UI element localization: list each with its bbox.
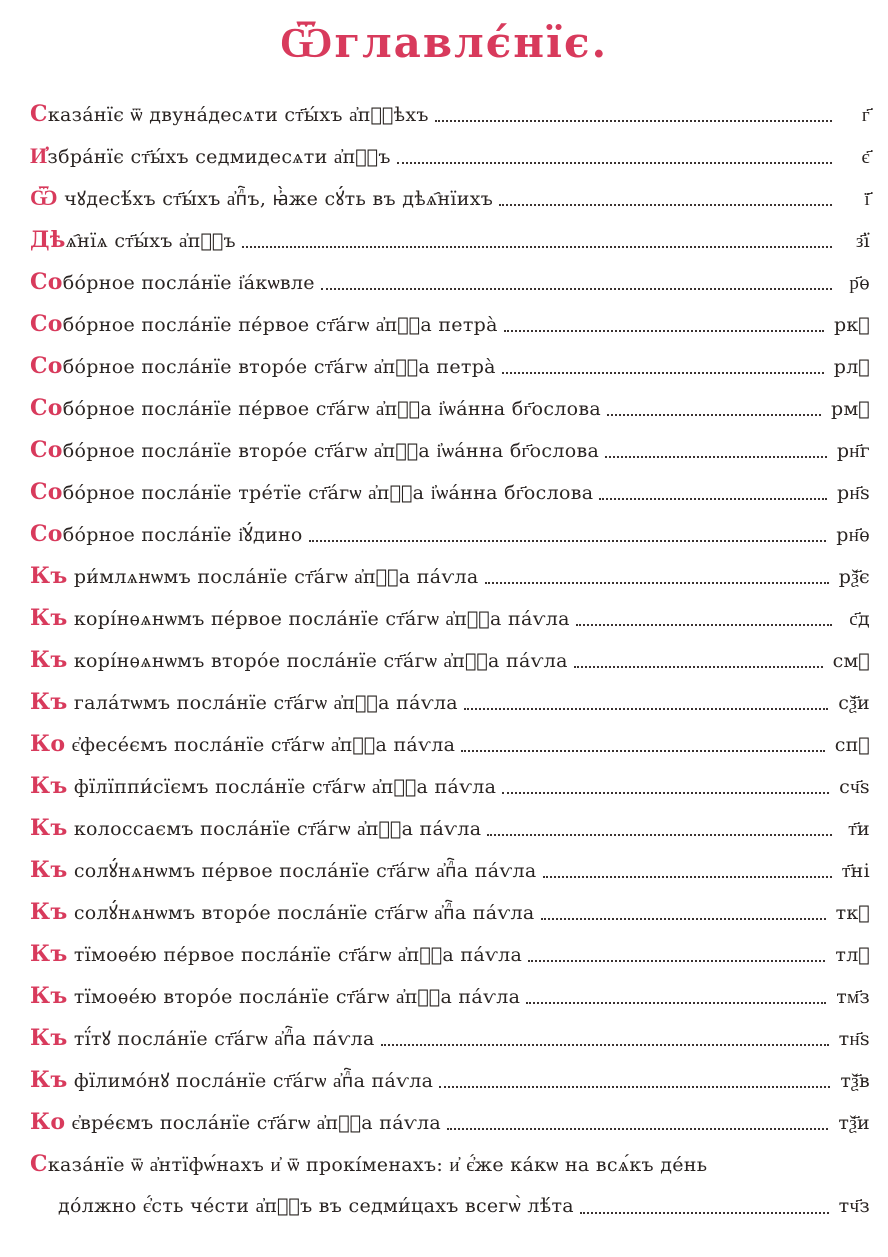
page-number: рн҃ѕ (837, 482, 870, 504)
dot-leader (242, 245, 832, 248)
entry-title-rest: чꙋдесѣ́хъ ст҃ы́хъ а҆пⷧ҇ъ, ꙗ҆̀же сꙋ́ть въ дѣѧ҄нїихъ (57, 188, 494, 210)
toc-entry-multiline-first (30, 1143, 870, 1185)
red-initial: Дѣ (30, 227, 66, 253)
page-number: тн҃ѕ (838, 1028, 870, 1050)
entry-title-rest: фїлїппи́сїємъ посла́нїе ст҃а́гѡ а҆пⷧ҇а па́ѵла (67, 776, 497, 798)
entry-title (30, 1101, 441, 1144)
page-number: рн҃ѳ (836, 524, 870, 546)
entry-title (30, 975, 520, 1018)
dot-leader (461, 749, 824, 752)
page-number: смⷡ (832, 650, 870, 672)
toc-entry (30, 345, 870, 387)
dot-leader (605, 455, 827, 458)
red-initial: Со (30, 311, 63, 337)
dot-leader (528, 959, 825, 962)
red-initial: Къ (30, 773, 68, 799)
entry-title-rest: бо́рное посла́нїе і҆а́кѡвле (62, 272, 315, 294)
page-number: сѯ҃и (838, 692, 870, 714)
entry-title (30, 387, 601, 430)
page-number: тѯ҃в (840, 1070, 870, 1092)
dot-leader (321, 287, 832, 290)
toc-entry (30, 639, 870, 681)
entry-title-rest: бо́рное посла́нїе пе́рвое ст҃а́гѡ а҆пⷧ҇а і҆ѡа́нна бг҃ослова (62, 398, 602, 420)
page-number: с҃д (849, 608, 870, 630)
entry-title-rest: тїмоѳе́ю пе́рвое посла́нїе ст҃а́гѡ а҆пⷧ҇а па́ѵла (67, 944, 523, 966)
red-initial: Ѿ (30, 185, 58, 211)
entry-title-rest: каза́нїе ѿ а҆нтїфѡ́нахъ и҆ ѿ прокі́менахъ: и҆ є҆́же ка́кѡ на всѧ́къ де́нь (47, 1154, 708, 1176)
entry-title (30, 807, 481, 850)
entry-title (30, 555, 479, 598)
entry-title-rest: є҆фесе́ємъ посла́нїе ст҃а́гѡ а҆пⷧ҇а па́ѵла (65, 734, 456, 756)
entry-title (30, 765, 496, 808)
page-number: г҃ (861, 104, 870, 126)
entry-title-rest: каза́нїє ѿ двуна́десѧти ст҃ы́хъ а҆пⷧ҇ѣхъ (47, 104, 429, 126)
page-number: спⷡ (834, 734, 870, 756)
toc-entry (30, 135, 870, 177)
toc-entry (30, 723, 870, 765)
entry-title-rest: бо́рное посла́нїе і҆ꙋ́дино (62, 524, 303, 546)
dot-leader (574, 665, 823, 668)
dot-leader (485, 581, 829, 584)
toc-entry-multiline-second (30, 1185, 870, 1227)
entry-title (30, 597, 570, 640)
toc-entry (30, 765, 870, 807)
page-number: ркⷶ (833, 314, 870, 336)
entry-title-rest: тї́тꙋ посла́нїе ст҃а́гѡ а҆пⷧ҇а па́ѵла (67, 1028, 375, 1050)
entry-title (30, 639, 568, 682)
entry-title-rest: фїлимо́нꙋ посла́нїе ст҃а́гѡ а҆пⷧ҇а па́ѵла (67, 1070, 434, 1092)
entry-title-rest: ѧ҄нїѧ ст҃ы́хъ а҆пⷧ҇ъ (65, 230, 236, 252)
page-number: тч҃з (838, 1195, 870, 1217)
entry-title (30, 93, 429, 136)
entry-title-rest: корі́нѳѧнѡмъ второ́е посла́нїе ст҃а́гѡ а҆пⷧ҇а па́ѵла (67, 650, 568, 672)
dot-leader (381, 1043, 829, 1046)
dot-leader (502, 371, 824, 374)
toc-entry (30, 555, 870, 597)
entry-title (30, 1017, 375, 1060)
red-initial: Къ (30, 1025, 68, 1051)
entry-title-rest: бо́рное посла́нїе пе́рвое ст҃а́гѡ а҆пⷧ҇а петра̀ (62, 314, 498, 336)
red-initial: Къ (30, 563, 68, 589)
entry-title-rest: солꙋ́нѧнѡмъ второ́е посла́нїе ст҃а́гѡ а҆пⷧ҇а па́ѵла (67, 902, 535, 924)
toc-entry (30, 1059, 870, 1101)
table-of-contents (30, 93, 870, 1227)
toc-entry (30, 891, 870, 933)
page-number: тлⷷ (835, 944, 870, 966)
page-number: тѯ҃и (838, 1112, 870, 1134)
red-initial: Къ (30, 815, 68, 841)
entry-title (30, 513, 303, 556)
red-initial: Къ (30, 1067, 68, 1093)
page-number: рн҃г (836, 440, 870, 462)
entry-title (30, 891, 535, 934)
entry-title (30, 219, 236, 262)
entry-title (30, 681, 458, 724)
toc-entry (30, 681, 870, 723)
red-initial: Къ (30, 605, 68, 631)
page-number: ткⷰ (835, 902, 870, 924)
dot-leader (464, 707, 828, 710)
dot-leader (397, 161, 832, 164)
dot-leader (499, 203, 832, 206)
dot-leader (435, 119, 832, 122)
toc-entry (30, 513, 870, 555)
dot-leader (541, 917, 826, 920)
red-initial: Со (30, 479, 63, 505)
toc-entry (30, 597, 870, 639)
dot-leader (309, 539, 827, 542)
page-number: т҃ні (842, 860, 870, 882)
toc-entry (30, 303, 870, 345)
entry-title-continued: до́лжно є҆́сть че́сти а҆пⷧ҇ъ въ седми́цахъ всегѡ̀ лѣ́та (58, 1195, 574, 1217)
red-initial: Со (30, 395, 63, 421)
entry-title (30, 177, 493, 220)
page-number: р҃ѳ (849, 272, 870, 294)
red-initial: Къ (30, 689, 68, 715)
toc-entry (30, 933, 870, 975)
entry-title-rest: корі́нѳѧнѡмъ пе́рвое посла́нїе ст҃а́гѡ а҆пⷧ҇а па́ѵла (67, 608, 570, 630)
entry-title-rest: бо́рное посла́нїе второ́е ст҃а́гѡ а҆пⷧ҇а і҆ѡа́нна бг҃ослова (62, 440, 600, 462)
toc-entry (30, 429, 870, 471)
page-number: рмⷶ (831, 398, 870, 420)
red-initial: Къ (30, 899, 68, 925)
red-initial: Ко (30, 731, 66, 757)
toc-entry (30, 1017, 870, 1059)
toc-entry (30, 471, 870, 513)
page-title: Ѿглавлє́нїє. (279, 18, 609, 67)
red-initial: С (30, 101, 48, 127)
toc-entry (30, 219, 870, 261)
dot-leader (599, 497, 827, 500)
entry-title-rest: є҆вре́ємъ посла́нїе ст҃а́гѡ а҆пⷧ҇а па́ѵла (65, 1112, 442, 1134)
entry-title (30, 261, 315, 304)
entry-title-rest: бо́рное посла́нїе второ́е ст҃а́гѡ а҆пⷧ҇а петра̀ (62, 356, 496, 378)
page-number: є҃ (861, 146, 870, 168)
page-number: рлⷡ (833, 356, 870, 378)
entry-title-rest: бо́рное посла́нїе тре́тїе ст҃а́гѡ а҆пⷧ҇а і҆ѡа́нна бг҃ослова (62, 482, 594, 504)
page-number: сч҃ѕ (839, 776, 870, 798)
red-initial: Со (30, 353, 63, 379)
dot-leader (526, 1001, 826, 1004)
entry-title-rest: гала́тѡмъ посла́нїе ст҃а́гѡ а҆пⷧ҇а па́ѵла (67, 692, 458, 714)
red-initial: Со (30, 521, 63, 547)
toc-entry (30, 807, 870, 849)
dot-leader (504, 329, 824, 332)
toc-entry (30, 177, 870, 219)
page-number: рѯ҃є (838, 566, 870, 588)
red-initial: Со (30, 437, 63, 463)
red-initial: С (30, 1151, 48, 1177)
entry-title-rest: збра́нїє ст҃ы́хъ седмидесѧти а҆пⷧ҇ъ (47, 146, 391, 168)
entry-title (30, 303, 498, 346)
dot-leader (580, 1211, 829, 1214)
dot-leader (447, 1127, 828, 1130)
red-initial: Ко (30, 1109, 66, 1135)
dot-leader (607, 413, 821, 416)
red-initial: Со (30, 269, 63, 295)
entry-title (30, 1059, 433, 1102)
dot-leader (576, 623, 832, 626)
entry-title (30, 345, 496, 388)
red-initial: Къ (30, 941, 68, 967)
entry-title (30, 849, 537, 892)
toc-entry (30, 387, 870, 429)
red-initial: И҆ (30, 143, 48, 169)
entry-title-rest: тїмоѳе́ю второ́е посла́нїе ст҃а́гѡ а҆пⷧ҇а па́ѵла (67, 986, 521, 1008)
entry-title (30, 471, 593, 514)
page-number: з҃ї (855, 230, 870, 252)
red-initial: Къ (30, 647, 68, 673)
dot-leader (502, 791, 829, 794)
dot-leader (439, 1085, 830, 1088)
toc-entry (30, 849, 870, 891)
entry-title (30, 135, 391, 178)
entry-title (30, 933, 522, 976)
entry-title-rest: колоссаємъ посла́нїе ст҃а́гѡ а҆пⷧ҇а па́ѵла (67, 818, 482, 840)
entry-title (30, 1143, 707, 1186)
toc-entry (30, 1101, 870, 1143)
page-number: т҃и (848, 818, 870, 840)
red-initial: Къ (30, 857, 68, 883)
entry-title-rest: солꙋ́нѧнѡмъ пе́рвое посла́нїе ст҃а́гѡ а҆пⷧ҇а па́ѵла (67, 860, 537, 882)
toc-entry (30, 261, 870, 303)
entry-title (30, 723, 455, 766)
entry-title-rest: ри́млѧнѡмъ посла́нїе ст҃а́гѡ а҆пⷧ҇а па́ѵла (67, 566, 479, 588)
page-number: тм҃з (836, 986, 870, 1008)
page-number: ї҃ (864, 188, 870, 210)
red-initial: Къ (30, 983, 68, 1009)
dot-leader (487, 833, 832, 836)
dot-leader (543, 875, 832, 878)
toc-entry (30, 93, 870, 135)
entry-title (30, 429, 599, 472)
toc-entry (30, 975, 870, 1017)
